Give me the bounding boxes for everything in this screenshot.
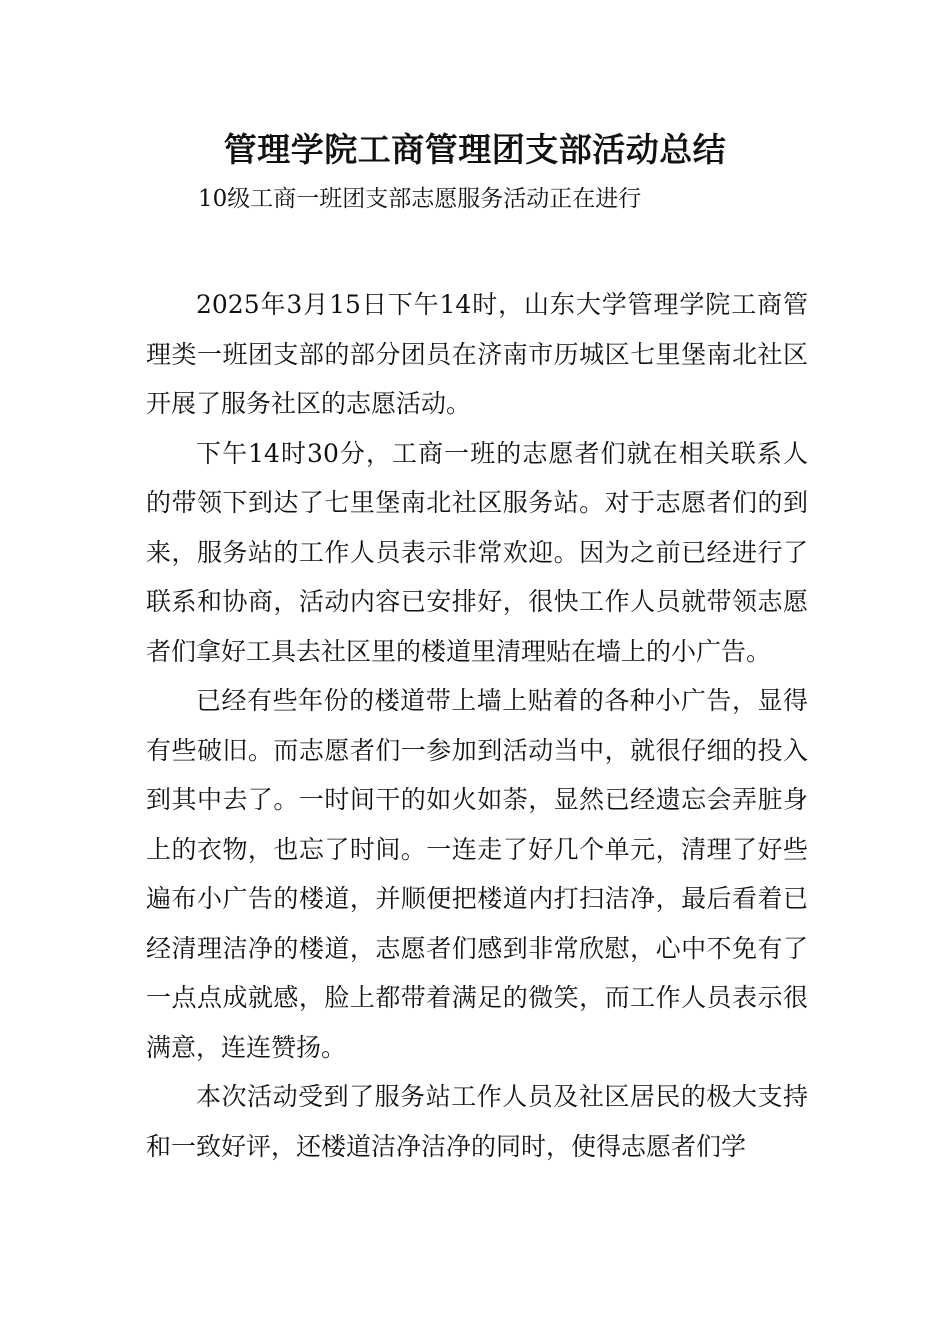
document-title: 管理学院工商管理团支部活动总结 <box>223 130 727 169</box>
paragraph-4: 本次活动受到了服务站工作人员及社区居民的极大支持和一致好评，还楼道洁净洁净的同时，使得志愿者们学 <box>146 1082 808 1161</box>
paragraph-3: 已经有些年份的楼道带上墙上贴着的各种小广告，显得有些破旧。而志愿者们一参加到活动当中，就很仔细的投入到其中去了。一时间干的如火如荼，显然已经遗忘会弄脏身上的衣物，也忘了时间。一连走了好几个单元，清理了好些遍布小广告的楼道，并顺便把楼道内打扫洁净，最后看着已经清理洁净的楼道，志愿者们感到非常欣慰，心中不免有了一点点成就感，脸上都带着满足的微笑，而工作人员表示很满意，连连赞扬。 <box>146 686 808 1062</box>
paragraph-1: 2025年3月15日下午14时，山东大学管理学院工商管理类一班团支部的部分团员在济南市历城区七里堡南北社区开展了服务社区的志愿活动。 <box>146 290 808 418</box>
document-body <box>146 280 808 1171</box>
paragraph-2: 下午14时30分，工商一班的志愿者们就在相关联系人的带领下到达了七里堡南北社区服务站。对于志愿者们的到来，服务站的工作人员表示非常欢迎。因为之前已经进行了联系和协商，活动内容已安排好，很快工作人员就带领志愿者们拿好工具去社区里的楼道里清理贴在墙上的小广告。 <box>146 438 808 666</box>
document-subtitle: 10级工商一班团支部志愿服务活动正在进行 <box>198 186 642 212</box>
